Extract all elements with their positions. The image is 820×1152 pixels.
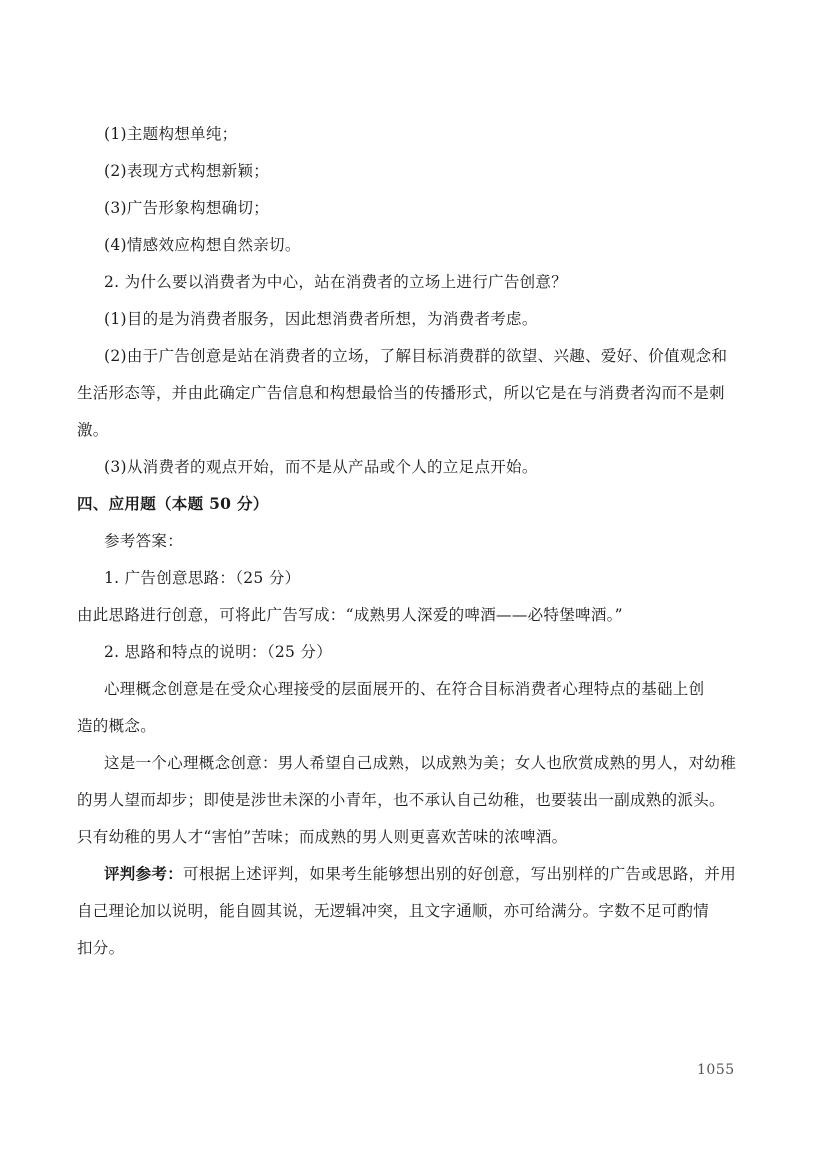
grading-line1 xyxy=(104,864,736,884)
part-1-text: 由此思路进行创意，可将此广告写成：“成熟男人深爱的啤酒——必特堡啤酒。” xyxy=(77,606,623,624)
grading-text: 可根据上述评判，如果考生能够想出别的好创意，写出别样的广告或思路，并用 xyxy=(183,865,737,883)
page-number: 1055 xyxy=(697,1062,735,1078)
part-2-text-line1: 心理概念创意是在受众心理接受的层面展开的、在符合目标消费者心理特点的基础上创 xyxy=(104,680,705,698)
part-2-title: 2. 思路和特点的说明：（25 分） xyxy=(104,643,333,661)
answer-2-3: (3)从消费者的观点开始，而不是从产品或个人的立足点开始。 xyxy=(104,458,538,476)
list-item-3: (3)广告形象构想确切； xyxy=(104,199,270,217)
part-3-line3: 只有幼稚的男人才“害怕”苦味；而成熟的男人则更喜欢苦味的浓啤酒。 xyxy=(77,828,568,846)
reference-answer-label: 参考答案： xyxy=(104,532,184,550)
part-3-line2: 的男人望而却步；即使是涉世未深的小青年，也不承认自己幼稚，也要装出一副成熟的派头。 xyxy=(77,791,725,809)
part-1-title: 1. 广告创意思路：（25 分） xyxy=(104,569,301,587)
answer-2-2-line1: (2)由于广告创意是站在消费者的立场，了解目标消费群的欲望、兴趣、爱好、价值观念和 xyxy=(104,347,728,365)
grading-line3: 扣分。 xyxy=(77,939,125,957)
grading-label: 评判参考： xyxy=(104,864,184,883)
list-item-4: (4)情感效应构想自然亲切。 xyxy=(104,236,301,254)
grading-line2: 自己理论加以说明，能自圆其说，无逻辑冲突，且文字通顺，亦可给满分。字数不足可酌情 xyxy=(77,902,710,920)
part-3-line1: 这是一个心理概念创意：男人希望自己成熟，以成熟为美；女人也欣赏成熟的男人，对幼稚 xyxy=(104,754,737,772)
part-2-text-line2: 造的概念。 xyxy=(77,717,157,735)
list-item-1: (1)主题构想单纯； xyxy=(104,125,238,143)
answer-2-2-line3: 激。 xyxy=(77,421,109,439)
answer-2-2-line2: 生活形态等，并由此确定广告信息和构想最恰当的传播形式，所以它是在与消费者沟而不是刺 xyxy=(77,384,725,402)
list-item-2: (2)表现方式构想新颖； xyxy=(104,162,270,180)
answer-2-1: (1)目的是为消费者服务，因此想消费者所想，为消费者考虑。 xyxy=(104,310,538,328)
section-heading: 四、应用题（本题 50 分） xyxy=(77,494,269,513)
question-2: 2. 为什么要以消费者为中心，站在消费者的立场上进行广告创意？ xyxy=(104,273,568,291)
